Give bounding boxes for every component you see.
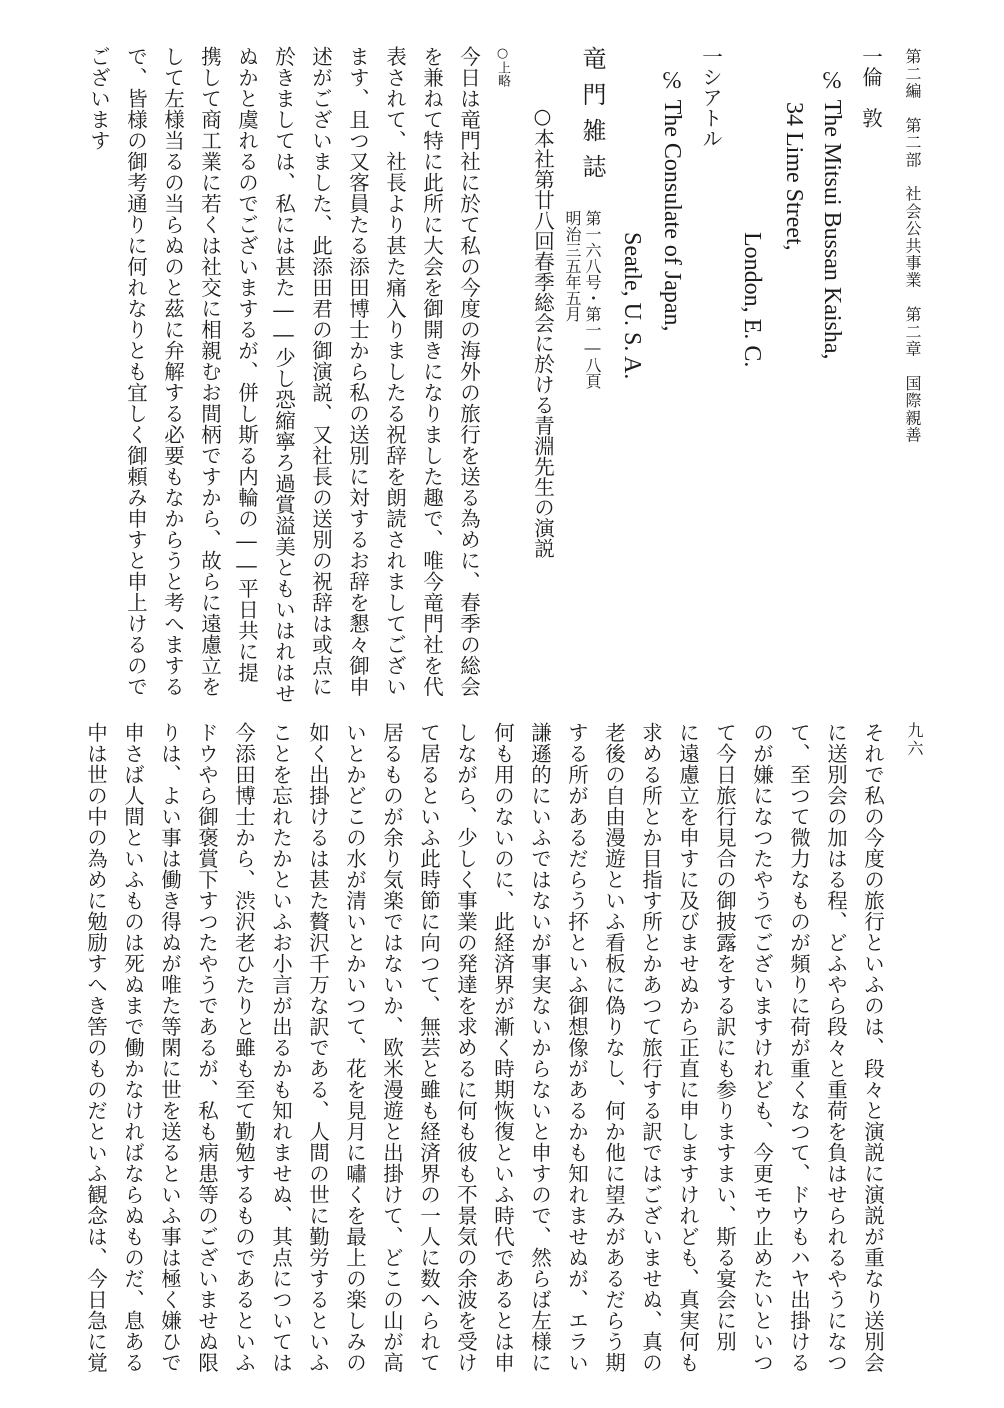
lower-column: ことを忘れたかといふお小言が出るかも知れませぬ、其点については [268, 722, 293, 1373]
london-address-line-2: 34 Lime Street, [781, 102, 807, 251]
lower-column: 何も用のないのに、此経済界が漸く時期恢復といふ時代であるとは申 [490, 722, 515, 1373]
lower-column: いとかどこの水が清いとかいつて、花を見月に嘯くを最上の楽しみの [342, 722, 367, 1373]
lower-column: て居るといふ此時節に向つて、無芸と雖も経済界の一人に数へられて [416, 722, 441, 1373]
article-title: ○本社第廿八回春季総会に於ける青淵先生の演説 [530, 104, 555, 559]
omission-note: ○上略 [495, 46, 510, 87]
london-marker: 一倫 敦 [858, 46, 883, 128]
lower-column: する所があるだらう抔といふ御想像があるかも知れませぬが、エラい [564, 722, 589, 1373]
magazine-title: 竜門雑誌 [578, 46, 606, 190]
london-address-line-3: London, E. C. [739, 232, 765, 368]
upper-column: 表されて、社長より甚た痛入りましたる祝辞を朗読されましてござい [382, 46, 407, 697]
london-address-line-1: ℅ The Mitsui Bussan Kaisha, [819, 68, 845, 360]
issue-info-line-1: 第一六八号・第一―八頁 [583, 210, 602, 389]
upper-column: で、皆様の御考通りに何れなりとも宜しく御頼み申すと申上けるので [123, 46, 148, 697]
upper-column: 携して商工業に若くは社交に相親むお間柄ですから、故らに遠慮立を [197, 46, 222, 697]
lower-column: 老後の自由漫遊といふ看板に偽りなし、何か他に望みがあるだらう期 [601, 722, 626, 1373]
upper-column: 今日は竜門社に於て私の今度の海外の旅行を送る為めに、春季の総会 [456, 46, 481, 697]
upper-column: を兼ねて特に此所に大会を御開きになりました趣で、唯今竜門社を代 [419, 46, 444, 697]
lower-column: のが嫌になつたやうでございますけれども、今更モウ止めたいといつ [749, 722, 774, 1373]
upper-column: して左様当るの当らぬのと茲に弁解する必要もなからうと考へまする [160, 46, 185, 697]
lower-column: 求める所とか目指す所とかあつて旅行する訳ではございませぬ、真の [638, 722, 663, 1373]
issue-info-line-2: 明治三五年五月 [563, 210, 582, 322]
lower-column: 如く出掛けるは甚た贅沢千万な訳である、人間の世に勤労するといふ [305, 722, 330, 1373]
lower-column: に送別会の加はる程、どふやら段々と重荷を負はせられるやうになつ [823, 722, 848, 1373]
lower-column: 謙遜的にいふではないが事実ないからないと申すので、然らば左様に [527, 722, 552, 1373]
lower-column: 居るものが余り気楽ではないか、欧米漫遊と出掛けて、どこの山が高 [379, 722, 404, 1373]
lower-column: それで私の今度の旅行といふのは、段々と演説に演説が重なり送別会 [860, 722, 885, 1373]
lower-column: 今添田博士から、渋沢老ひたりと雖も至て勤勉するものであるといふ [231, 722, 256, 1373]
lower-column: 中は世の中の為めに勉励すへき筈のものだといふ観念は、今日急に覚 [83, 722, 108, 1373]
seattle-address-line-2: Seatle, U. S. A. [619, 232, 645, 380]
page-number: 九六 [905, 722, 924, 758]
upper-column: 述がございました、此添田君の御演説、又社長の送別の祝辞は或点に [308, 46, 333, 697]
lower-column: 申さば人間といふものは死ぬまで働かなければならぬものだ、息ある [120, 722, 145, 1373]
upper-column: ございます [86, 46, 111, 151]
lower-column: ドウやら御褒賞下すつたやうであるが、私も病患等のございませぬ限 [194, 722, 219, 1373]
upper-column: ます、且つ又客員たる添田博士から私の送別に対するお辞を懇々御申 [345, 46, 370, 697]
lower-column: りは、よい事は働き得ぬが唯た等閑に世を送るといふ事は極く嫌ひで [157, 722, 182, 1373]
upper-column: 於きましては、私には甚た――少し恐縮寧ろ過賞溢美ともいはれはせ [271, 46, 296, 704]
lower-column: て今日旅行見合の御披露をする訳にも参りますまい、斯る宴会に別 [712, 722, 737, 1352]
lower-column: て、至つて微力なものが頻りに荷が重くなつて、ドウもハヤ出掛ける [786, 722, 811, 1373]
seattle-marker: 一シアトル [698, 46, 723, 149]
lower-column: しながら、少しく事業の発達を求めるに何も彼も不景気の余波を受け [453, 722, 478, 1373]
lower-column: に遠慮立を申すに及びませぬから正直に申しますけれども、真実何も [675, 722, 700, 1373]
seattle-address-line-1: ℅ The Consulate of Japan, [659, 68, 685, 332]
running-head: 第二編 第二部 社会公共事業 第二章 国際親善 [903, 48, 922, 444]
upper-column: ぬかと虞れるのでございまするが、併し斯る内輪の――平日共に提 [234, 46, 259, 683]
